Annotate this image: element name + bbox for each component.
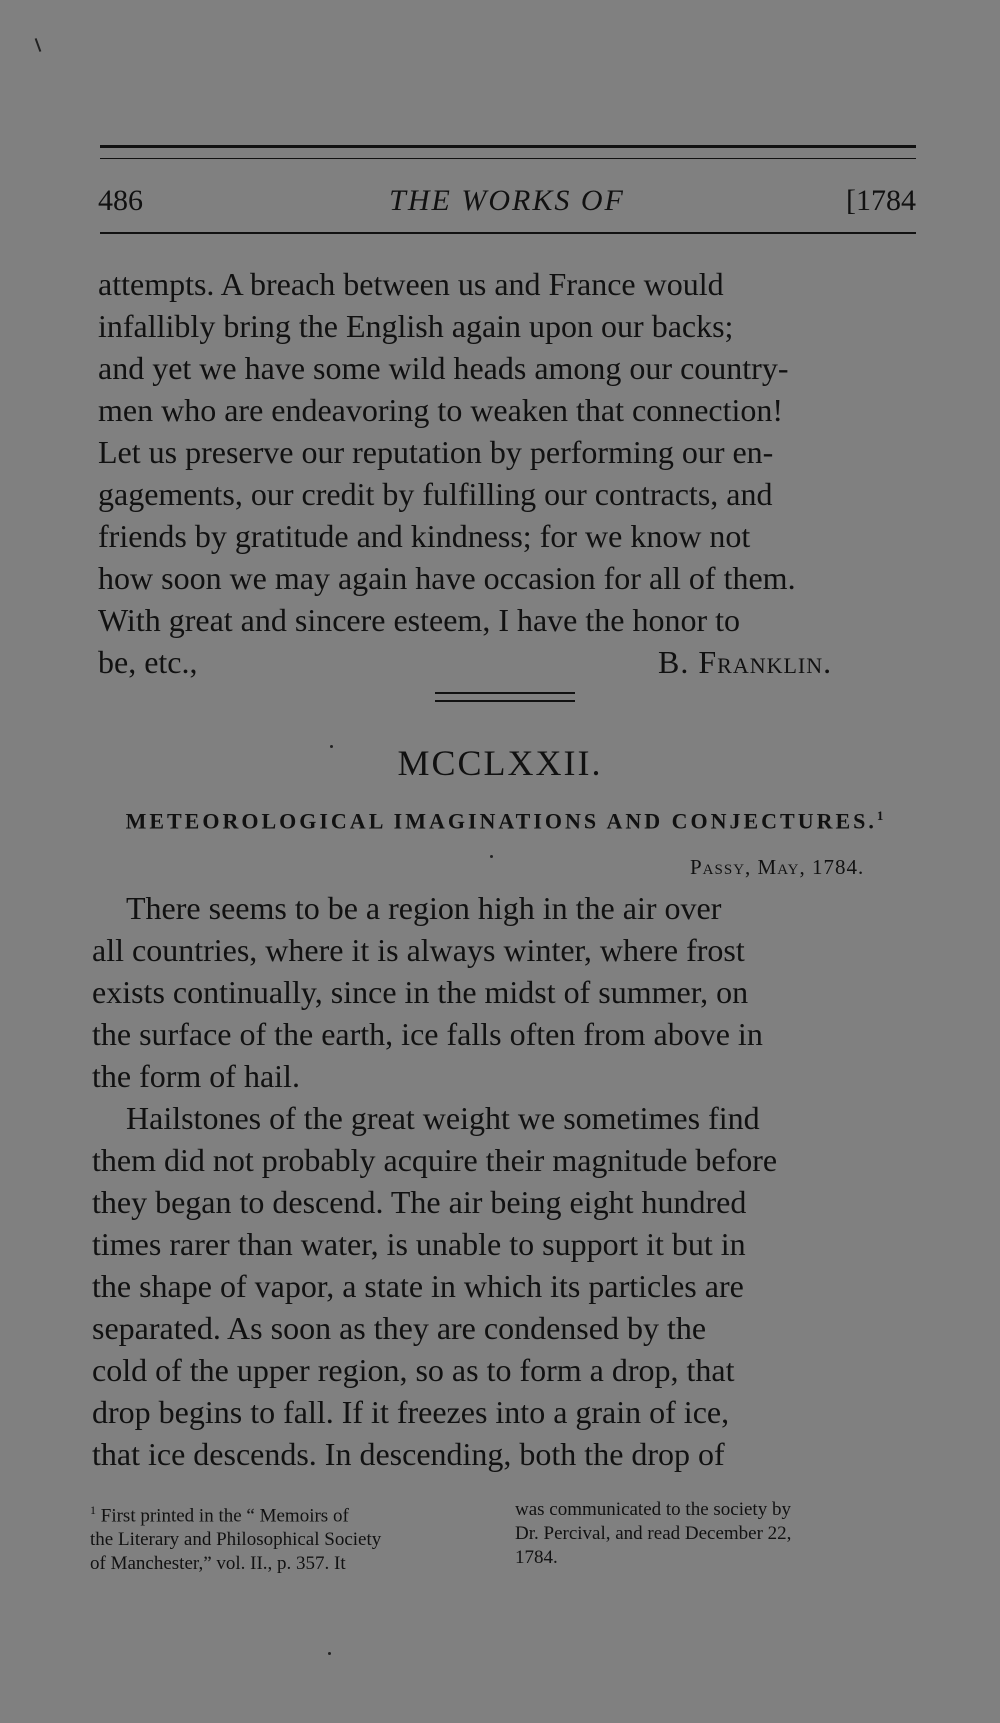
paragraph-line: the surface of the earth, ice falls often from above in <box>92 1016 763 1052</box>
letter-number: MCCLXXII. <box>397 743 603 783</box>
footnote-line: was communicated to the society by <box>515 1499 791 1520</box>
closing-line <box>98 641 912 683</box>
scan-speck <box>490 855 493 858</box>
footnote-line: 1784. <box>515 1547 558 1568</box>
text-line: friends by gratitude and kindness; for we know not <box>98 518 751 554</box>
header-rule-top-thin <box>100 158 916 159</box>
running-header <box>98 180 916 222</box>
footnote-column-right <box>515 1498 915 1570</box>
header-rule-bottom <box>100 232 916 234</box>
text-line: how soon we may again have occasion for all of them. <box>98 560 796 596</box>
signature: B. Franklin. <box>658 644 833 680</box>
letter-body <box>92 887 906 1475</box>
scan-mark <box>35 38 42 52</box>
footnote-line: Dr. Percival, and read December 22, <box>515 1523 792 1544</box>
continued-letter-text <box>98 263 912 683</box>
paragraph-line: that ice descends. In descending, both the drop of <box>92 1436 725 1472</box>
footnote-line: of Manchester,” vol. II., p. 357. It <box>90 1553 346 1575</box>
section-divider <box>435 692 575 694</box>
footnote-marker: 1 <box>90 1503 96 1517</box>
header-year: [1784 <box>846 184 916 217</box>
paragraph-line: drop begins to fall. If it freezes into a grain of ice, <box>92 1394 730 1430</box>
paragraph-line: cold of the upper region, so as to form a drop, that <box>92 1352 735 1388</box>
footnote-line: $^1$ First printed in the “ Memoirs of <box>90 1503 349 1527</box>
text-line: men who are endeavoring to weaken that connection! <box>98 392 784 428</box>
text-line: and yet we have some wild heads among our country- <box>98 350 789 386</box>
text-line: gagements, our credit by fulfilling our contracts, and <box>98 476 773 512</box>
letter-title <box>96 808 916 834</box>
page-number: 486 <box>98 184 143 217</box>
paragraph-line: exists continually, since in the midst of summer, on <box>92 974 749 1010</box>
paragraph-line: all countries, where it is always winter, where frost <box>92 932 745 968</box>
footnote-column-left <box>90 1498 490 1576</box>
paragraph-line: There seems to be a region high in the air over <box>126 890 722 926</box>
place-date: Passy, May, 1784. <box>690 855 865 879</box>
footnote-line: the Literary and Philosophical Society <box>90 1529 382 1551</box>
paragraph-line: they began to descend. The air being eight hundred <box>92 1184 747 1220</box>
letter-title-text: METEOROLOGICAL IMAGINATIONS AND CONJECTURES. <box>125 808 877 834</box>
text-line: infallibly bring the English again upon our backs; <box>98 308 734 344</box>
footnote-ref: 1 <box>876 808 887 823</box>
scan-speck <box>328 1652 331 1655</box>
text-line: With great and sincere esteem, I have the honor to <box>98 602 741 638</box>
closing-phrase: be, etc., <box>98 644 198 680</box>
running-title: THE WORKS OF <box>389 184 625 217</box>
paragraph-line: them did not probably acquire their magnitude before <box>92 1142 778 1178</box>
paragraph-line: Hailstones of the great weight we sometimes find <box>126 1100 760 1136</box>
paragraph-line: the shape of vapor, a state in which its particles are <box>92 1268 744 1304</box>
paragraph-line: the form of hail. <box>92 1058 300 1094</box>
header-rule-top <box>100 145 916 148</box>
paragraph-line: times rarer than water, is unable to support it but in <box>92 1226 746 1262</box>
section-divider-lower <box>435 700 575 702</box>
scan-speck <box>330 745 333 748</box>
paragraph-line: separated. As soon as they are condensed by the <box>92 1310 707 1346</box>
text-line: Let us preserve our reputation by performing our en- <box>98 434 774 470</box>
text-line: attempts. A breach between us and France would <box>98 266 724 302</box>
